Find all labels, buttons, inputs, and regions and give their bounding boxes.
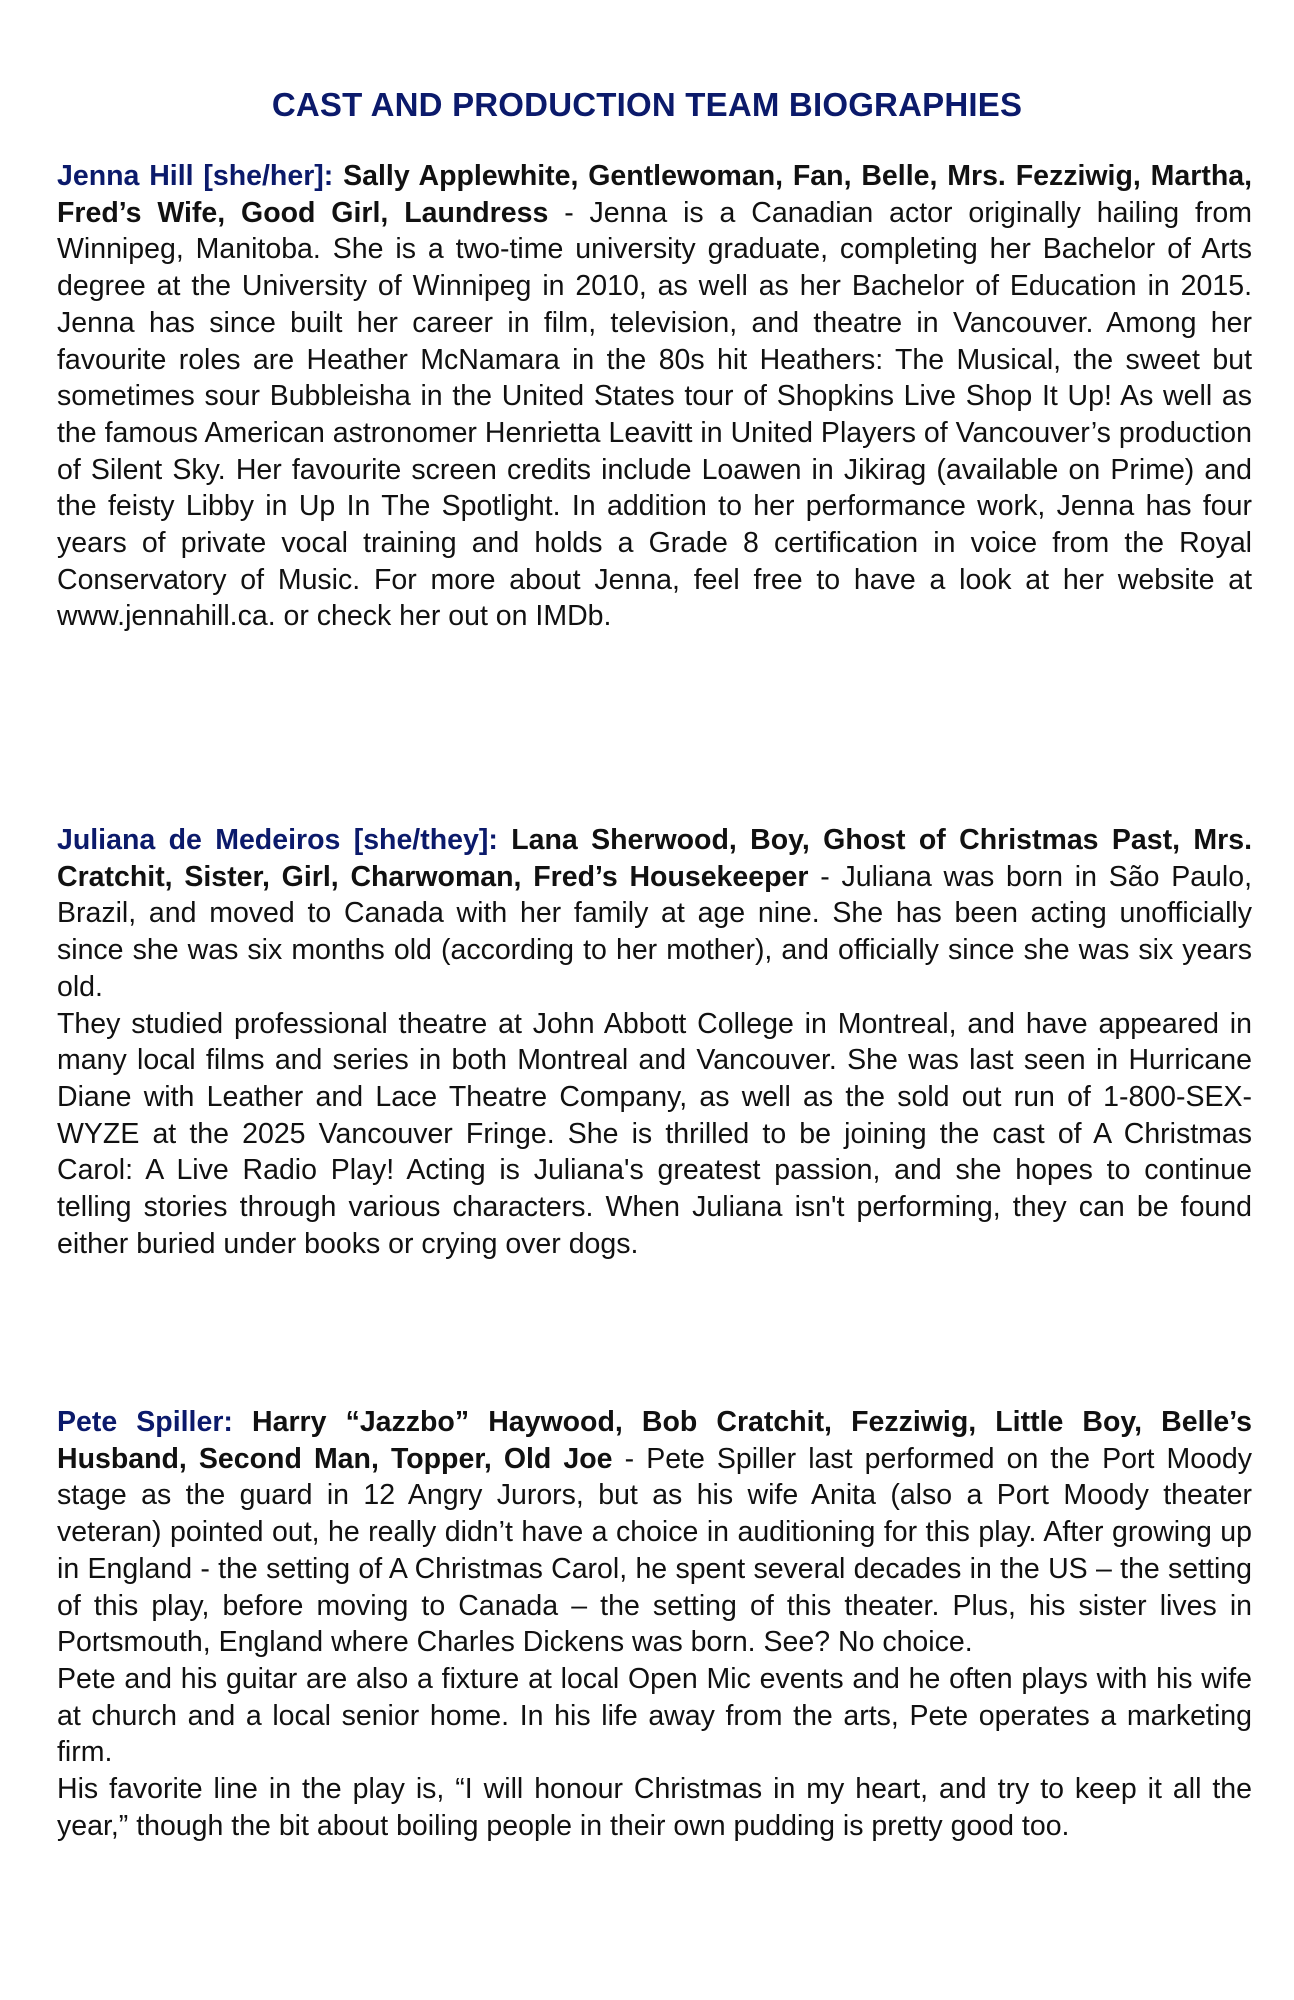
bio-text: - Jenna is a Canadian actor originally hailing from Winnipeg, Manitoba. She is a two-time university graduate, completing her Bachelor of Arts degree at the University of Winnipeg in 2010, as well as her Bachelor of Education in 2015. Jenna has since built her career in film, television, and theatre in Vancouver. Among her favourite roles are Heather McNamara in the 80s hit Heathers: The Musical, the sweet but sometimes sour Bubbleisha in the United States tour of Shopkins Live Shop It Up! As well as the famous American astronomer Henrietta Leavitt in United Players of Vancouver’s production of Silent Sky. Her favourite screen credits include Loawen in Jikirag (available on Prime) and the feisty Libby in Up In The Spotlight. In addition to her performance work, Jenna has four years of private vocal training and holds a Grade 8 certification in voice from the Royal Conservatory of Music. For more about Jenna, feel free to have a look at her website at www.jennahill.ca. or check her out on IMDb. bbox=[57, 196, 1252, 633]
bio-paragraph: Pete and his guitar are also a fixture at local Open Mic events and he often plays with his wife at church and a local senior home. In his life away from the arts, Pete operates a marketing firm. bbox=[57, 1662, 1252, 1769]
bio-paragraph: They studied professional theatre at John Abbott College in Montreal, and have appeared in many local films and series in both Montreal and Vancouver. She was last seen in Hurricane Diane with Leather and Lace Theatre Company, as well as the sold out run of 1-800-SEX-WYZE at the 2025 Vancouver Fringe. She is thrilled to be joining the cast of A Christmas Carol: A Live Radio Play! Acting is Juliana's greatest passion, and she hopes to continue telling stories through various characters. When Juliana isn't performing, they can be found either buried under books or crying over dogs. bbox=[57, 1007, 1252, 1260]
bio-name: Pete Spiller: bbox=[57, 1406, 233, 1438]
bio-juliana-de-medeiros bbox=[57, 822, 1252, 1262]
bio-roles: Lana Sherwood, Boy, Ghost of Christmas Past, Mrs. Cratchit, Sister, Girl, Charwoman, Fred’s Housekeeper bbox=[57, 824, 1252, 893]
bio-text: - Pete Spiller last performed on the Port Moody stage as the guard in 12 Angry Jurors, but as his wife Anita (also a Port Moody theater veteran) pointed out, he really didn’t have a choice in auditioning for this play. After growing up in England - the setting of A Christmas Carol, he spent several decades in the US – the setting of this play, before moving to Canada – the setting of this theater. Plus, his sister lives in Portsmouth, England where Charles Dickens was born. See? No choice. bbox=[57, 1442, 1253, 1659]
bio-text: - Juliana was born in São Paulo, Brazil, and moved to Canada with her family at age nine. She has been acting unofficially since she was six months old (according to her mother), and officially since she was six years old. bbox=[57, 860, 1252, 1003]
bio-paragraph bbox=[57, 822, 1252, 1006]
bio-pete-spiller bbox=[57, 1404, 1252, 1844]
bio-roles: Harry “Jazzbo” Haywood, Bob Cratchit, Fezziwig, Little Boy, Belle’s Husband, Second Man, Topper, Old Joe bbox=[57, 1406, 1252, 1475]
bio-paragraph bbox=[57, 1404, 1252, 1661]
bio-roles: Sally Applewhite, Gentlewoman, Fan, Belle, Mrs. Fezziwig, Martha, Fred’s Wife, Good Girl, Laundress bbox=[57, 160, 1252, 229]
bio-name: Jenna Hill [she/her]: bbox=[57, 160, 334, 192]
bio-paragraph bbox=[57, 158, 1252, 635]
bio-jenna-hill bbox=[57, 158, 1252, 635]
page-title: CAST AND PRODUCTION TEAM BIOGRAPHIES bbox=[271, 86, 1023, 123]
bio-paragraph: His favorite line in the play is, “I will honour Christmas in my heart, and try to keep it all the year,” though the bit about boiling people in their own pudding is pretty good too. bbox=[57, 1773, 1252, 1842]
bio-name: Juliana de Medeiros [she/they]: bbox=[57, 824, 498, 856]
